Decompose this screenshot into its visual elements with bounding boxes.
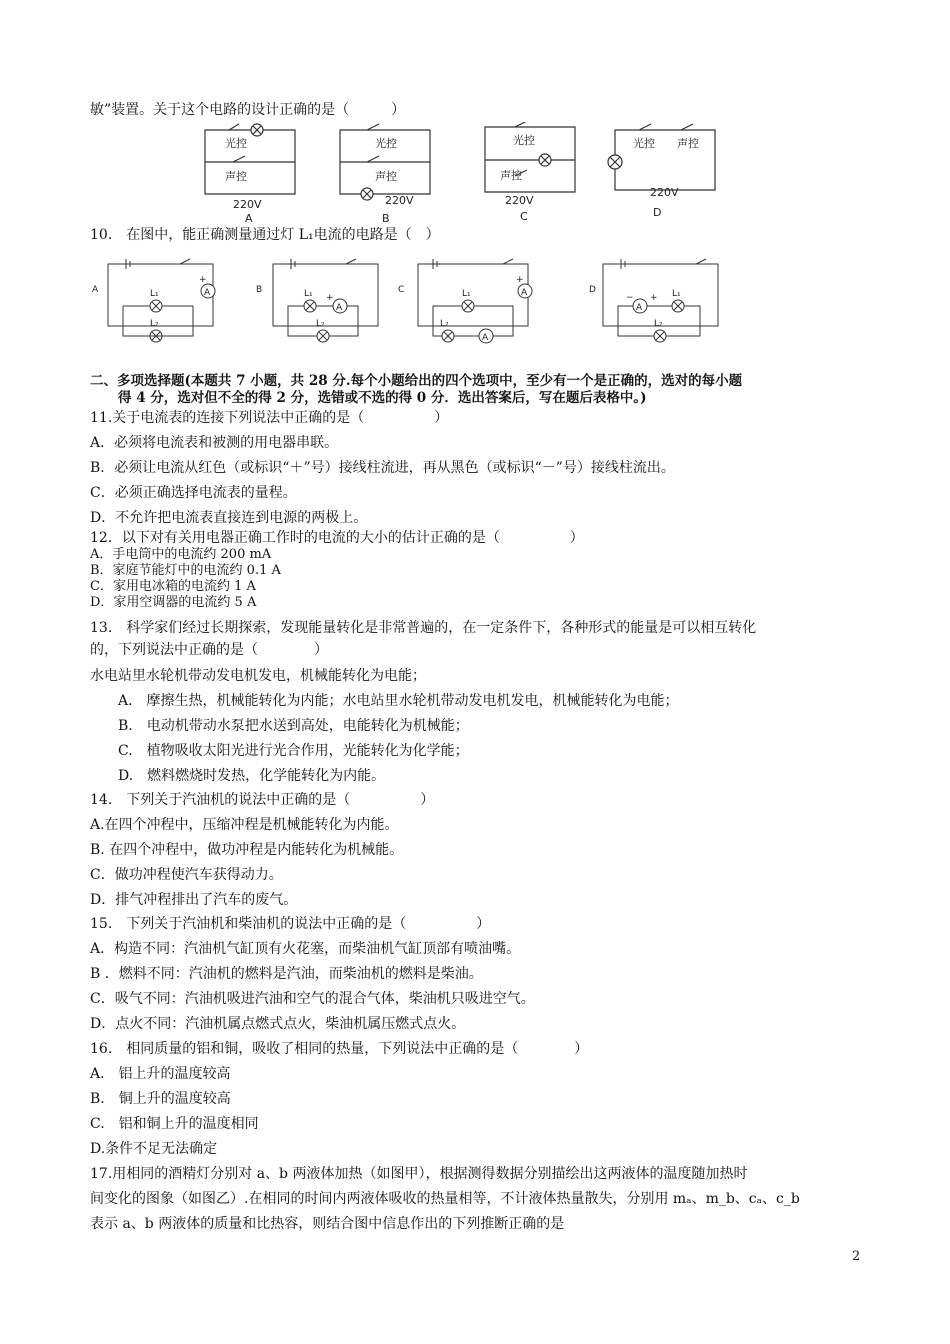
q11-option-a: A．必须将电流表和被测的用电器串联。 [90, 435, 339, 451]
q15-stem: 15. 下列关于汽油机和柴油机的说法中正确的是（ ） [90, 916, 491, 932]
q13-extra-line: 水电站里水轮机带动发电机发电，机械能转化为电能； [90, 668, 426, 684]
q10-b-plus: + [326, 293, 334, 303]
q13-stem-line1: 13. 科学家们经过长期探索，发现能量转化是非常普遍的，在一定条件下，各种形式的能量是可以相互转化 [90, 620, 757, 636]
q10-a-plus: + [199, 275, 207, 285]
q10-d-lamp1: L₁ [672, 289, 681, 299]
q9-a-light-label: 光控 [225, 137, 247, 150]
q9-c-sound-label: 声控 [500, 169, 522, 182]
q9-d-sound-label: 声控 [677, 137, 699, 150]
q9-c-light-label: 光控 [513, 134, 535, 147]
q10-d-ammeter: A [636, 303, 643, 313]
q12-option-a: A．手电筒中的电流约 200 mA [90, 547, 272, 562]
q10-option-b: B [256, 285, 263, 295]
q9-b-light-label: 光控 [375, 137, 397, 150]
q12-option-b: B．家庭节能灯中的电流约 0.1 A [90, 563, 281, 578]
q10-a-lamp2: L₂ [150, 319, 159, 329]
q13-option-d: D. 燃料燃烧时发热，化学能转化为内能。 [118, 768, 386, 784]
q10-d-lamp2: L₂ [654, 319, 663, 329]
section2-header-line2: 得 4 分，选对但不全的得 2 分，选错或不选的得 0 分．选出答案后，写在题后表格中。) [118, 390, 647, 406]
q9-a-sound-label: 声控 [225, 170, 247, 183]
q11-option-d: D．不允许把电流表直接连到电源的两极上。 [90, 510, 368, 526]
q9-b-voltage-label: 220V [385, 194, 414, 207]
q17-line2: 间变化的图象（如图乙）.在相同的时间内两液体吸收的热量相等，不计液体热量散失，分别用 mₐ、m_b、cₐ、c_b [90, 1191, 800, 1207]
q13-option-b: B. 电动机带动水泵把水送到高处，电能转化为机械能； [118, 718, 469, 734]
q12-option-d: D．家用空调器的电流约 5 A [90, 595, 257, 610]
q12-stem: 12．以下对有关用电器正确工作时的电流的大小的估计正确的是（ ） [90, 530, 584, 546]
q10-d-plus: + [650, 293, 658, 303]
q11-option-c: C．必须正确选择电流表的量程。 [90, 485, 297, 501]
q9-option-b: B [382, 212, 390, 224]
q9-d-light-label: 光控 [633, 137, 655, 150]
q12-option-c: C．家用电冰箱的电流约 1 A [90, 579, 256, 594]
q11-option-b: B．必须让电流从红色（或标识“＋”号）接线柱流进，再从黑色（或标识“－”号）接线柱流出。 [90, 460, 675, 476]
q10-c-lamp1: L₁ [462, 289, 471, 299]
q15-option-c: C．吸气不同：汽油机吸进汽油和空气的混合气体，柴油机只吸进空气。 [90, 991, 535, 1007]
q17-line3: 表示 a、b 两液体的质量和比热容，则结合图中信息作出的下列推断正确的是 [90, 1216, 565, 1232]
q16-option-a: A. 铝上升的温度较高 [90, 1066, 231, 1082]
q9-option-c: C [520, 210, 528, 223]
q10-b-lamp2: L₂ [316, 319, 325, 329]
q15-option-d: D．点火不同：汽油机属点燃式点火，柴油机属压燃式点火。 [90, 1016, 466, 1032]
q16-option-d: D.条件不足无法确定 [90, 1141, 218, 1157]
q16-option-b: B. 铜上升的温度较高 [90, 1091, 231, 1107]
q9-c-voltage-label: 220V [505, 194, 534, 207]
q10-b-ammeter: A [336, 303, 343, 313]
q16-stem: 16. 相同质量的铝和铜，吸收了相同的热量，下列说法中正确的是（ ） [90, 1041, 589, 1057]
q10-d-minus: − [626, 293, 634, 303]
q13-stem-line2: 的，下列说法中正确的是（ ） [90, 642, 328, 658]
q10-option-c: C [398, 285, 405, 295]
q14-stem: 14. 下列关于汽油机的说法中正确的是（ ） [90, 792, 435, 808]
q13-option-c: C. 植物吸收太阳光进行光合作用，光能转化为化学能； [118, 743, 469, 759]
q10-c-ammeter: A [521, 288, 528, 298]
q11-stem: 11.关于电流表的连接下列说法中正确的是（ ） [90, 410, 449, 426]
page-number: 2 [852, 1249, 861, 1264]
q14-option-b: B. 在四个冲程中，做功冲程是内能转化为机械能。 [90, 842, 404, 858]
q10-a-lamp1: L₁ [150, 289, 159, 299]
q10-stem: 10. 在图中，能正确测量通过灯 L₁电流的电路是（ ） [90, 227, 440, 243]
q10-c-lamp2: L₂ [440, 319, 449, 329]
q9-intro: 敏”装置。关于这个电路的设计正确的是（ ） [90, 102, 406, 118]
q16-option-c: C. 铝和铜上升的温度相同 [90, 1116, 259, 1132]
q10-option-d: D [589, 285, 596, 295]
q9-b-sound-label: 声控 [375, 170, 397, 183]
q10-option-a: A [92, 285, 99, 295]
q10-b-lamp1: L₁ [304, 289, 313, 299]
q10-a-ammeter: A [204, 288, 211, 298]
q9-a-voltage-label: 220V [233, 198, 262, 211]
section2-header-line1: 二、多项选择题(本题共 7 小题，共 28 分.每个小题给出的四个选项中，至少有一个是正确的，选对的每小题 [90, 373, 743, 389]
q13-option-a: A. 摩擦生热，机械能转化为内能；水电站里水轮机带动发电机发电，机械能转化为电能； [118, 693, 679, 709]
q14-option-c: C．做功冲程使汽车获得动力。 [90, 867, 283, 883]
q9-circuit-diagrams [195, 122, 725, 224]
q15-option-b: B ．燃料不同：汽油机的燃料是汽油，而柴油机的燃料是柴油。 [90, 966, 483, 982]
q10-c-plus: + [516, 275, 524, 285]
q14-option-a: A.在四个冲程中，压缩冲程是机械能转化为内能。 [90, 817, 399, 833]
q17-line1: 17.用相同的酒精灯分别对 a、b 两液体加热（如图甲），根据测得数据分别描绘出这两液体的温度随加热时 [90, 1166, 748, 1182]
q9-option-a: A [245, 212, 253, 224]
q9-d-voltage-label: 220V [650, 186, 679, 199]
q9-option-d: D [653, 206, 662, 219]
q10-c-ammeter2: A [482, 333, 489, 343]
q14-option-d: D．排气冲程排出了汽车的废气。 [90, 892, 298, 908]
q10-circuit-diagrams [88, 256, 728, 348]
q15-option-a: A．构造不同：汽油机气缸顶有火花塞，而柴油机气缸顶部有喷油嘴。 [90, 941, 521, 957]
